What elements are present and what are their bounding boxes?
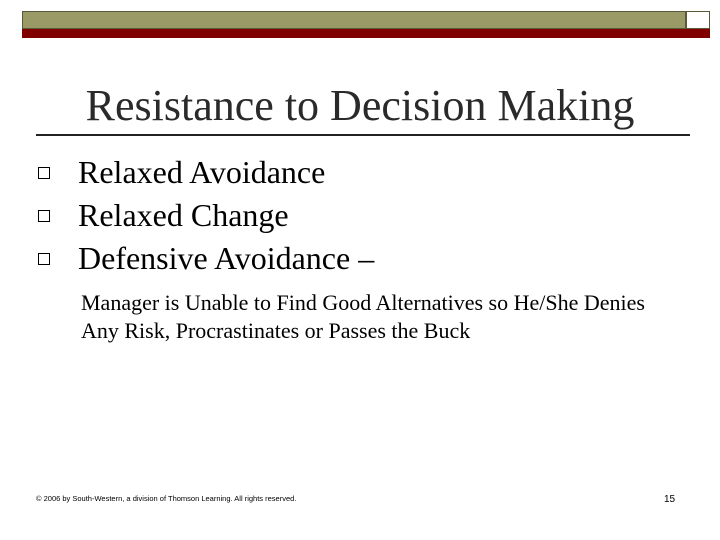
page-number: 15 [664, 494, 676, 505]
bullet-item [38, 150, 374, 193]
sub-bullet-text: Manager is Unable to Find Good Alternatives so He/She Denies Any Risk, Procrastinates or Passes the Buck [81, 290, 645, 343]
bullet-item [38, 193, 374, 236]
bullet-text: Defensive Avoidance – [78, 239, 375, 276]
copyright-footer: © 2006 by South-Western, a division of Thomson Learning. All rights reserved. [36, 494, 297, 503]
square-bullet-icon [38, 167, 50, 179]
slide-title: Resistance to Decision Making [85, 81, 635, 130]
top-decorative-bar [22, 11, 686, 29]
bullet-list [38, 150, 374, 279]
top-corner-square [686, 11, 710, 29]
top-accent-stripe [22, 29, 710, 38]
bullet-text: Relaxed Change [78, 196, 289, 233]
title-divider [36, 134, 690, 136]
square-bullet-icon [38, 210, 50, 222]
bullet-text: Relaxed Avoidance [78, 153, 326, 190]
bullet-item [38, 236, 374, 279]
square-bullet-icon [38, 253, 50, 265]
